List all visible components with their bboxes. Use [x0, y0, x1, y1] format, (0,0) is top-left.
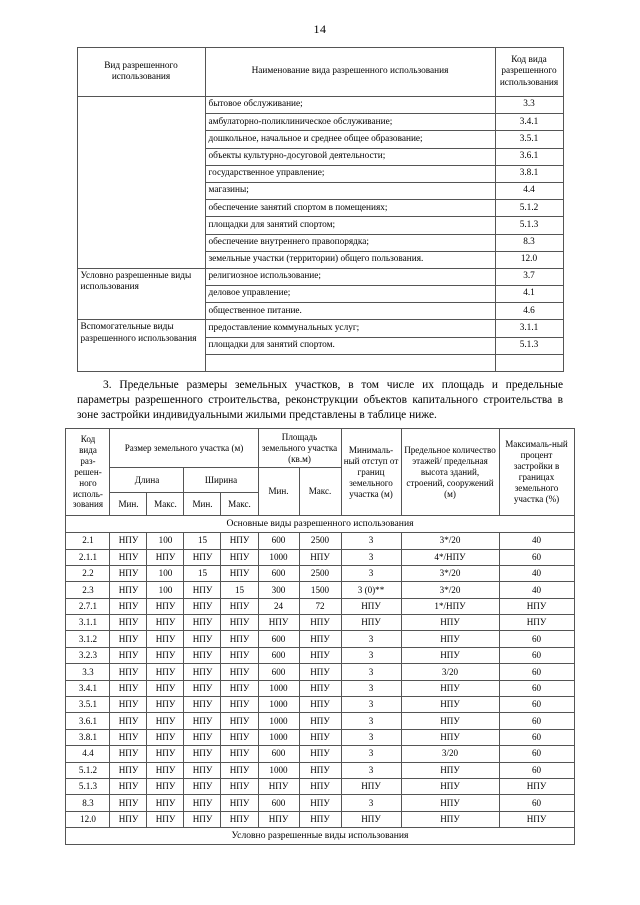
row-setback: 3 — [341, 680, 401, 696]
row-length-min: НПУ — [110, 533, 147, 549]
row-length-max: НПУ — [147, 746, 184, 762]
header-plot-size-group: Размер земельного участка (м) — [110, 429, 258, 468]
row-width-max: НПУ — [221, 598, 258, 614]
use-name-cell: магазины; — [205, 182, 495, 199]
row-length-min: НПУ — [110, 729, 147, 745]
row-percent: НПУ — [499, 615, 574, 631]
row-length-min: НПУ — [110, 549, 147, 565]
use-name-cell: государственное управление; — [205, 165, 495, 182]
table-row — [66, 729, 574, 745]
use-name-cell: амбулаторно-поликлиническое обслуживание; — [205, 114, 495, 131]
row-length-max: НПУ — [147, 631, 184, 647]
row-width-min: НПУ — [184, 647, 221, 663]
row-floors: НПУ — [401, 795, 499, 811]
row-area-min: 600 — [258, 565, 299, 581]
use-category-cell: Вспомогательные виды разрешенного использования — [77, 320, 205, 372]
table-row — [77, 97, 563, 114]
row-width-max: НПУ — [221, 565, 258, 581]
use-code-cell: 4.1 — [495, 286, 563, 303]
use-code-cell: 3.4.1 — [495, 114, 563, 131]
use-code-cell: 3.5.1 — [495, 131, 563, 148]
row-percent: 60 — [499, 746, 574, 762]
row-length-max: НПУ — [147, 549, 184, 565]
table-row — [66, 713, 574, 729]
table-header-row — [77, 48, 563, 97]
row-floors: НПУ — [401, 697, 499, 713]
row-area-max: НПУ — [299, 549, 341, 565]
table-row — [66, 680, 574, 696]
row-width-max: НПУ — [221, 795, 258, 811]
row-percent: 60 — [499, 713, 574, 729]
header-width-min: Мин. — [184, 493, 221, 516]
use-code-cell: 5.1.2 — [495, 200, 563, 217]
row-length-max: НПУ — [147, 647, 184, 663]
row-setback: 3 — [341, 565, 401, 581]
row-area-max: 72 — [299, 598, 341, 614]
row-percent: 60 — [499, 664, 574, 680]
row-floors: НПУ — [401, 680, 499, 696]
use-name-cell: бытовое обслуживание; — [205, 97, 495, 114]
table-row — [66, 549, 574, 565]
use-name-cell: предоставление коммунальных услуг; — [205, 320, 495, 337]
row-percent: НПУ — [499, 811, 574, 827]
column-header-1: Вид разрешенного использования — [77, 48, 205, 97]
row-length-min: НПУ — [110, 680, 147, 696]
row-length-min: НПУ — [110, 565, 147, 581]
row-setback: 3 — [341, 631, 401, 647]
use-code-cell: 4.6 — [495, 303, 563, 320]
row-width-max: НПУ — [221, 615, 258, 631]
row-width-min: НПУ — [184, 680, 221, 696]
row-area-min: 600 — [258, 795, 299, 811]
row-area-min: 1000 — [258, 697, 299, 713]
table-row — [66, 598, 574, 614]
row-setback: НПУ — [341, 779, 401, 795]
row-area-max: 2500 — [299, 533, 341, 549]
row-code: 3.4.1 — [66, 680, 110, 696]
row-width-min: НПУ — [184, 664, 221, 680]
row-length-max: НПУ — [147, 598, 184, 614]
row-area-min: 600 — [258, 533, 299, 549]
row-length-max: 100 — [147, 565, 184, 581]
use-category-cell — [77, 97, 205, 269]
row-width-max: НПУ — [221, 549, 258, 565]
header-area-min: Мин. — [258, 468, 299, 516]
row-length-min: НПУ — [110, 713, 147, 729]
table-section-row — [66, 516, 574, 533]
row-area-min: 1000 — [258, 680, 299, 696]
row-floors: 3*/20 — [401, 533, 499, 549]
row-percent: 60 — [499, 762, 574, 778]
use-name-cell: площадки для занятий спортом; — [205, 217, 495, 234]
row-setback: НПУ — [341, 811, 401, 827]
row-setback: 3 — [341, 762, 401, 778]
row-code: 2.1 — [66, 533, 110, 549]
row-width-min: НПУ — [184, 549, 221, 565]
table-row — [77, 320, 563, 337]
row-area-min: НПУ — [258, 811, 299, 827]
use-code-cell: 4.4 — [495, 182, 563, 199]
row-area-max: НПУ — [299, 615, 341, 631]
row-width-max: 15 — [221, 582, 258, 598]
row-length-min: НПУ — [110, 762, 147, 778]
row-length-min: НПУ — [110, 697, 147, 713]
row-length-max: НПУ — [147, 664, 184, 680]
header-length: Длина — [110, 468, 184, 493]
row-area-min: НПУ — [258, 615, 299, 631]
row-floors: НПУ — [401, 729, 499, 745]
row-width-max: НПУ — [221, 811, 258, 827]
row-setback: НПУ — [341, 615, 401, 631]
row-floors: НПУ — [401, 713, 499, 729]
row-setback: 3 — [341, 746, 401, 762]
row-length-min: НПУ — [110, 746, 147, 762]
use-name-cell — [205, 354, 495, 371]
row-percent: 40 — [499, 565, 574, 581]
row-area-min: 1000 — [258, 713, 299, 729]
row-width-max: НПУ — [221, 647, 258, 663]
row-length-min: НПУ — [110, 795, 147, 811]
row-area-max: НПУ — [299, 664, 341, 680]
table-row — [77, 268, 563, 285]
row-area-max: НПУ — [299, 680, 341, 696]
table-row — [66, 811, 574, 827]
row-length-min: НПУ — [110, 615, 147, 631]
row-code: 3.2.3 — [66, 647, 110, 663]
row-code: 5.1.2 — [66, 762, 110, 778]
header-plot-area-group: Площадь земельного участка (кв.м) — [258, 429, 341, 468]
row-floors: НПУ — [401, 631, 499, 647]
row-code: 3.1.1 — [66, 615, 110, 631]
row-floors: 3/20 — [401, 664, 499, 680]
row-floors: НПУ — [401, 762, 499, 778]
row-length-max: 100 — [147, 582, 184, 598]
use-name-cell: площадки для занятий спортом. — [205, 337, 495, 354]
use-code-cell: 8.3 — [495, 234, 563, 251]
row-area-min: 600 — [258, 647, 299, 663]
row-code: 3.6.1 — [66, 713, 110, 729]
row-length-min: НПУ — [110, 664, 147, 680]
row-area-max: НПУ — [299, 746, 341, 762]
row-percent: 60 — [499, 729, 574, 745]
table-row — [66, 762, 574, 778]
row-width-max: НПУ — [221, 729, 258, 745]
row-width-min: 15 — [184, 533, 221, 549]
use-code-cell: 3.3 — [495, 97, 563, 114]
row-code: 2.1.1 — [66, 549, 110, 565]
row-area-max: НПУ — [299, 762, 341, 778]
row-length-min: НПУ — [110, 647, 147, 663]
row-width-min: НПУ — [184, 795, 221, 811]
row-width-max: НПУ — [221, 746, 258, 762]
table-row — [66, 795, 574, 811]
row-percent: 60 — [499, 647, 574, 663]
row-width-max: НПУ — [221, 664, 258, 680]
row-setback: 3 — [341, 729, 401, 745]
column-header-2: Наименование вида разрешенного использования — [205, 48, 495, 97]
row-area-max: НПУ — [299, 795, 341, 811]
row-area-max: НПУ — [299, 631, 341, 647]
row-setback: 3 — [341, 664, 401, 680]
row-length-max: НПУ — [147, 779, 184, 795]
row-width-min: НПУ — [184, 631, 221, 647]
header-code: Код вида раз- решен- ного исполь- зования — [66, 429, 110, 516]
row-length-min: НПУ — [110, 779, 147, 795]
row-length-min: НПУ — [110, 598, 147, 614]
row-width-max: НПУ — [221, 713, 258, 729]
row-width-min: НПУ — [184, 697, 221, 713]
row-length-max: 100 — [147, 533, 184, 549]
row-floors: НПУ — [401, 615, 499, 631]
row-length-min: НПУ — [110, 631, 147, 647]
row-setback: 3 (0)** — [341, 582, 401, 598]
row-code: 3.8.1 — [66, 729, 110, 745]
row-area-max: НПУ — [299, 697, 341, 713]
row-percent: 60 — [499, 795, 574, 811]
header-width-max: Макс. — [221, 493, 258, 516]
row-width-min: НПУ — [184, 615, 221, 631]
row-width-max: НПУ — [221, 762, 258, 778]
table-row — [66, 697, 574, 713]
section-main-uses: Основные виды разрешенного использования — [66, 516, 574, 533]
row-floors: 4*/НПУ — [401, 549, 499, 565]
use-code-cell: 3.6.1 — [495, 148, 563, 165]
row-area-max: 1500 — [299, 582, 341, 598]
row-floors: 1*/НПУ — [401, 598, 499, 614]
use-code-cell — [495, 354, 563, 371]
row-area-min: 24 — [258, 598, 299, 614]
row-code: 2.3 — [66, 582, 110, 598]
row-code: 4.4 — [66, 746, 110, 762]
row-percent: НПУ — [499, 598, 574, 614]
use-name-cell: объекты культурно-досуговой деятельности; — [205, 148, 495, 165]
row-code: 12.0 — [66, 811, 110, 827]
row-length-max: НПУ — [147, 729, 184, 745]
table-row — [66, 631, 574, 647]
row-percent: 40 — [499, 533, 574, 549]
header-build-percent: Максималь-ный процент застройки в границах земельного участка (%) — [499, 429, 574, 516]
use-name-cell: деловое управление; — [205, 286, 495, 303]
table-section-row — [66, 828, 574, 845]
row-width-min: НПУ — [184, 779, 221, 795]
row-length-max: НПУ — [147, 795, 184, 811]
section-conditional-uses: Условно разрешенные виды использования — [66, 828, 574, 845]
use-category-cell: Условно разрешенные виды использования — [77, 268, 205, 320]
header-floors: Предельное количество этажей/ предельная высота зданий, строений, сооружений (м) — [401, 429, 499, 516]
row-width-max: НПУ — [221, 680, 258, 696]
row-width-min: НПУ — [184, 762, 221, 778]
header-length-min: Мин. — [110, 493, 147, 516]
table-row — [66, 615, 574, 631]
row-area-max: 2500 — [299, 565, 341, 581]
use-name-cell: земельные участки (территории) общего пользования. — [205, 251, 495, 268]
row-width-max: НПУ — [221, 779, 258, 795]
header-area-max: Макс. — [299, 468, 341, 516]
row-length-max: НПУ — [147, 697, 184, 713]
row-length-max: НПУ — [147, 615, 184, 631]
row-area-min: 600 — [258, 746, 299, 762]
row-floors: НПУ — [401, 779, 499, 795]
row-percent: 60 — [499, 549, 574, 565]
row-area-min: 1000 — [258, 549, 299, 565]
table-header-row — [66, 429, 574, 468]
row-area-min: 1000 — [258, 762, 299, 778]
row-length-min: НПУ — [110, 582, 147, 598]
use-name-cell: обеспечение занятий спортом в помещениях; — [205, 200, 495, 217]
row-percent: НПУ — [499, 779, 574, 795]
use-code-cell: 12.0 — [495, 251, 563, 268]
row-length-max: НПУ — [147, 811, 184, 827]
table-row — [66, 582, 574, 598]
table-row — [66, 565, 574, 581]
row-floors: НПУ — [401, 647, 499, 663]
header-length-max: Макс. — [147, 493, 184, 516]
row-length-max: НПУ — [147, 762, 184, 778]
row-length-max: НПУ — [147, 680, 184, 696]
row-width-min: 15 — [184, 565, 221, 581]
row-area-min: 1000 — [258, 729, 299, 745]
use-code-cell: 5.1.3 — [495, 337, 563, 354]
row-floors: 3*/20 — [401, 582, 499, 598]
row-area-max: НПУ — [299, 811, 341, 827]
table-row — [66, 779, 574, 795]
row-area-min: 300 — [258, 582, 299, 598]
use-code-cell: 3.1.1 — [495, 320, 563, 337]
row-width-min: НПУ — [184, 729, 221, 745]
land-parameters-table — [65, 428, 574, 845]
table-row — [66, 647, 574, 663]
row-setback: 3 — [341, 549, 401, 565]
row-setback: 3 — [341, 795, 401, 811]
use-code-cell: 3.8.1 — [495, 165, 563, 182]
row-width-min: НПУ — [184, 811, 221, 827]
row-setback: 3 — [341, 647, 401, 663]
row-percent: 60 — [499, 680, 574, 696]
row-width-max: НПУ — [221, 697, 258, 713]
row-length-min: НПУ — [110, 811, 147, 827]
use-name-cell: религиозное использование; — [205, 268, 495, 285]
row-width-max: НПУ — [221, 631, 258, 647]
row-code: 3.5.1 — [66, 697, 110, 713]
row-percent: 40 — [499, 582, 574, 598]
permitted-use-table — [77, 47, 564, 372]
row-area-max: НПУ — [299, 713, 341, 729]
row-width-min: НПУ — [184, 598, 221, 614]
row-setback: 3 — [341, 533, 401, 549]
row-percent: 60 — [499, 631, 574, 647]
row-area-max: НПУ — [299, 729, 341, 745]
use-code-cell: 3.7 — [495, 268, 563, 285]
column-header-3: Код вида разрешенного использования — [495, 48, 563, 97]
paragraph-3: 3. Предельные размеры земельных участков, в том числе их площадь и предельные параметры разрешенного строительства, реконструкции объектов капитального строительства в зоне застройки индивидуальными жилыми представлены в таблице ниже. — [77, 379, 563, 422]
use-name-cell: обеспечение внутреннего правопорядка; — [205, 234, 495, 251]
row-code: 8.3 — [66, 795, 110, 811]
row-width-min: НПУ — [184, 746, 221, 762]
row-code: 5.1.3 — [66, 779, 110, 795]
row-code: 3.3 — [66, 664, 110, 680]
row-setback: НПУ — [341, 598, 401, 614]
row-floors: 3/20 — [401, 746, 499, 762]
row-area-min: 600 — [258, 631, 299, 647]
row-width-max: НПУ — [221, 533, 258, 549]
row-area-min: 600 — [258, 664, 299, 680]
row-setback: 3 — [341, 713, 401, 729]
row-length-max: НПУ — [147, 713, 184, 729]
row-percent: 60 — [499, 697, 574, 713]
row-code: 2.2 — [66, 565, 110, 581]
use-name-cell: дошкольное, начальное и среднее общее образование; — [205, 131, 495, 148]
row-area-min: НПУ — [258, 779, 299, 795]
table-row — [66, 664, 574, 680]
use-code-cell: 5.1.3 — [495, 217, 563, 234]
page-number: 14 — [313, 22, 327, 36]
row-area-max: НПУ — [299, 647, 341, 663]
row-code: 3.1.2 — [66, 631, 110, 647]
row-setback: 3 — [341, 697, 401, 713]
row-width-min: НПУ — [184, 713, 221, 729]
row-floors: 3*/20 — [401, 565, 499, 581]
header-width: Ширина — [184, 468, 258, 493]
use-name-cell: общественное питание. — [205, 303, 495, 320]
row-area-max: НПУ — [299, 779, 341, 795]
row-floors: НПУ — [401, 811, 499, 827]
table-row — [66, 533, 574, 549]
row-width-min: НПУ — [184, 582, 221, 598]
row-code: 2.7.1 — [66, 598, 110, 614]
header-setback: Минималь-ный отступ от границ земельного участка (м) — [341, 429, 401, 516]
table-row — [66, 746, 574, 762]
